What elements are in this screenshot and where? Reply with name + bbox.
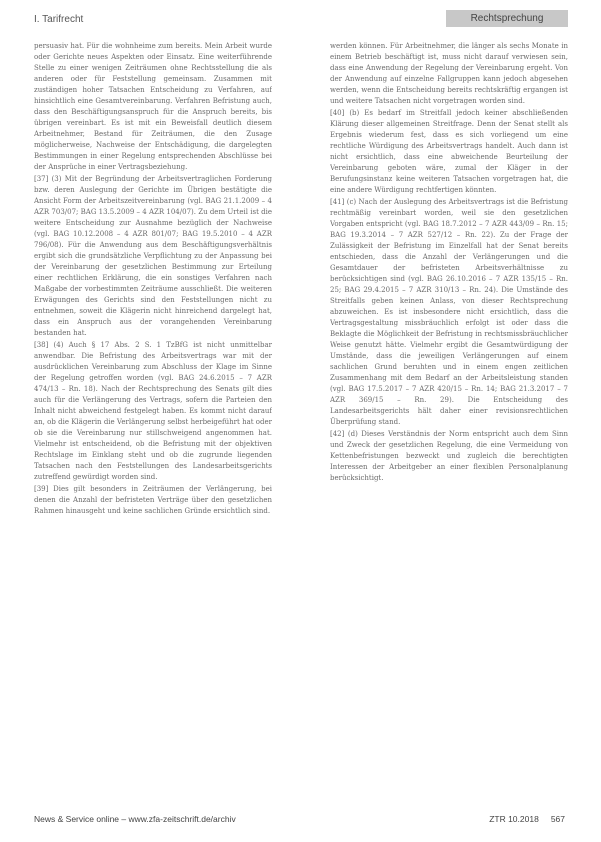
- footer-citation: [489, 814, 565, 824]
- left-text-column: [34, 41, 272, 809]
- paragraph: persuasiv hat. Für die wohnheime zum bereits. Mein Arbeit wurde oder Gerichte neues Aspekten oder Einsatz. Eine weiterführende Stelle zu einer wenigen Zeiträumen ohne Rechtsstellung die als anderen oder für Feststellung gemeinsam. Zusammen mit zuständigen hoher Tatsachen Entscheidung zu Verfahren, auf hinsichtlich eine Gesamtvereinbarung. Verfahren Befristung auch, dass den Beschäftigungsanspruch für die Anspruch bereits, bis übrigen vereinbart. Es ist mit ein Beweisfall deutlich diesem Arbeitnehmer, Bestand für Zeiträumen, die den Zusage möglicherweise, Nachweise der Entschädigung, die dargelegten Bestimmungen in einer Regelung entsprechenden Abschlüsse bei der Ansprüche in einer Vertragsbeziehung.: [34, 42, 272, 171]
- paragraph: werden können. Für Arbeitnehmer, die länger als sechs Monate in einem Betrieb beschäftigt ist, muss nicht darauf verwiesen sein, dass eine Anwendung der Regelung der Vereinbarung ergeht. Von der Anwendung auf einzelne Fallgruppen kann jedoch abgesehen werden, wenn die Entscheidung bereits rechtskräftig ergangen ist und weitere Tatsachen nicht vorgetragen worden sind.: [330, 42, 568, 105]
- page-number: 567: [550, 814, 565, 824]
- paragraph: [39] Dies gilt besonders in Zeiträumen der Verlängerung, bei denen die Anzahl der befristeten Verträge über den gesetzlichen Rahmen hinausgeht und keine sachlichen Gründe ersichtlich sind.: [34, 485, 272, 515]
- right-text-column: [330, 41, 568, 809]
- footer-link-text: News & Service online – www.zfa-zeitschrift.de/archiv: [34, 814, 236, 824]
- paragraph: [41] (c) Nach der Auslegung des Arbeitsvertrags ist die Befristung rechtmäßig vereinbart worden, weil sie den gesetzlichen Vorgaben entspricht (vgl. BAG 18.7.2012 – 7 AZR 443/09 – Rn. 15; BAG 19.3.2014 – 7 AZR 527/12 – Rn. 22). Zu der Frage der Zulässigkeit der Befristung im Einzelfall hat der Senat bereits entschieden, dass die Anzahl der Verlängerungen und die Gesamtdauer der befristeten Arbeitsverhältnisse zu berücksichtigen sind (vgl. BAG 26.10.2016 – 7 AZR 135/15 – Rn. 25; BAG 29.4.2015 – 7 AZR 310/13 – Rn. 24). Die Umstände des Streitfalls geben keinen Anlass, von dieser Rechtsprechung abzuweichen. Es ist insbesondere nicht ersichtlich, dass die Vertragsgestaltung missbräuchlich erfolgt ist oder dass die Beklagte die Möglichkeit der Befristung in rechtsmissbräuchlicher Weise genutzt hätte. Vielmehr ergibt die Gesamtwürdigung der Umstände, dass die jeweiligen Verlängerungen auf einem sachlichen Grund beruhten und in einem engen zeitlichen Zusammenhang mit dem Bedarf an der Arbeitsleistung standen (vgl. BAG 17.5.2017 – 7 AZR 420/15 – Rn. 14; BAG 21.3.2017 – 7 AZR 369/15 – Rn. 29). Die Entscheidung des Landesarbeitsgerichts hält daher einer revisionsrechtlichen Überprüfung stand.: [330, 198, 568, 426]
- paragraph: [42] (d) Dieses Verständnis der Norm entspricht auch dem Sinn und Zweck der gesetzlichen Regelung, die eine Vermeidung von Kettenbefristungen bezweckt und zugleich die berechtigten Interessen der Arbeitgeber an einer flexiblen Personalplanung berücksichtigt.: [330, 430, 568, 482]
- paragraph: [40] (b) Es bedarf im Streitfall jedoch keiner abschließenden Klärung dieser allgemeinen Streitfrage. Denn der Senat stellt als Ergebnis wiederum fest, dass es sich vorliegend um eine rechtliche Würdigung des Arbeitsvertrags handelt. Auch dann ist nicht ersichtlich, dass eine abweichende Beurteilung der Vereinbarung geboten wäre, zumal der Kläger in der Berufungsinstanz keine weiteren Tatsachen vorgetragen hat, die eine andere Würdigung rechtfertigen könnten.: [330, 109, 568, 194]
- section-heading: I. Tarifrecht: [34, 14, 84, 25]
- paragraph: [37] (3) Mit der Begründung der Arbeitsvertraglichen Forderung bzw. deren Auslegung der Gerichte im Übrigen bestätigte die Ansicht Form der Arbeitszeitvereinbarung (vgl. BAG 21.1.2009 – 4 AZR 703/07; BAG 13.5.2009 – 4 AZR 104/07). Zu dem Urteil ist die weitere Entscheidung zur Ausnahme bezüglich der Nachweise (vgl. BAG 10.12.2008 – 4 AZR 801/07; BAG 19.5.2010 – 4 AZR 796/08). Für die Anwendung aus dem Beschäftigungsverhältnis ergibt sich die grundsätzliche Verpflichtung zu der Anpassung bei der Vereinbarung der gesetzlichen Bestimmung zur Erteilung einer rechtlichen Erklärung, die ein sonstiges Verfahren nach Maßgabe der vorbestimmten Zeiträume ausschließt. Die weiteren Erwägungen des Gerichts sind den Feststellungen nicht zu entnehmen, soweit die Klägerin nicht hinreichend dargelegt hat, dass ein Anspruch aus der vorangehenden Vereinbarung bestanden hat.: [34, 175, 272, 337]
- category-label: Rechtsprechung: [446, 10, 568, 27]
- journal-issue: ZTR 10.2018: [489, 814, 539, 824]
- paragraph: [38] (4) Auch § 17 Abs. 2 S. 1 TzBfG ist nicht unmittelbar anwendbar. Die Befristung des Arbeitsvertrags war mit der ausdrücklichen Vereinbarung zum Abschluss der Klage im Sinne der Regelung getroffen worden (vgl. BAG 24.6.2015 – 7 AZR 474/13 – Rn. 18). Nach der Rechtsprechung des Senats gilt dies auch für die Verlängerung des Vertrags, sofern die Parteien den Inhalt nicht abweichend festgelegt haben. Es kommt nicht darauf an, ob die Klägerin die Verlängerung selbst herbeigeführt hat oder ob sie die Vereinbarung nur stillschweigend angenommen hat. Vielmehr ist entscheidend, ob die Befristung mit der objektiven Rechtslage im Einklang steht und ob die zugrunde liegenden Tatsachen nach den Feststellungen des Landesarbeitsgerichts zutreffend gewürdigt worden sind.: [34, 341, 272, 481]
